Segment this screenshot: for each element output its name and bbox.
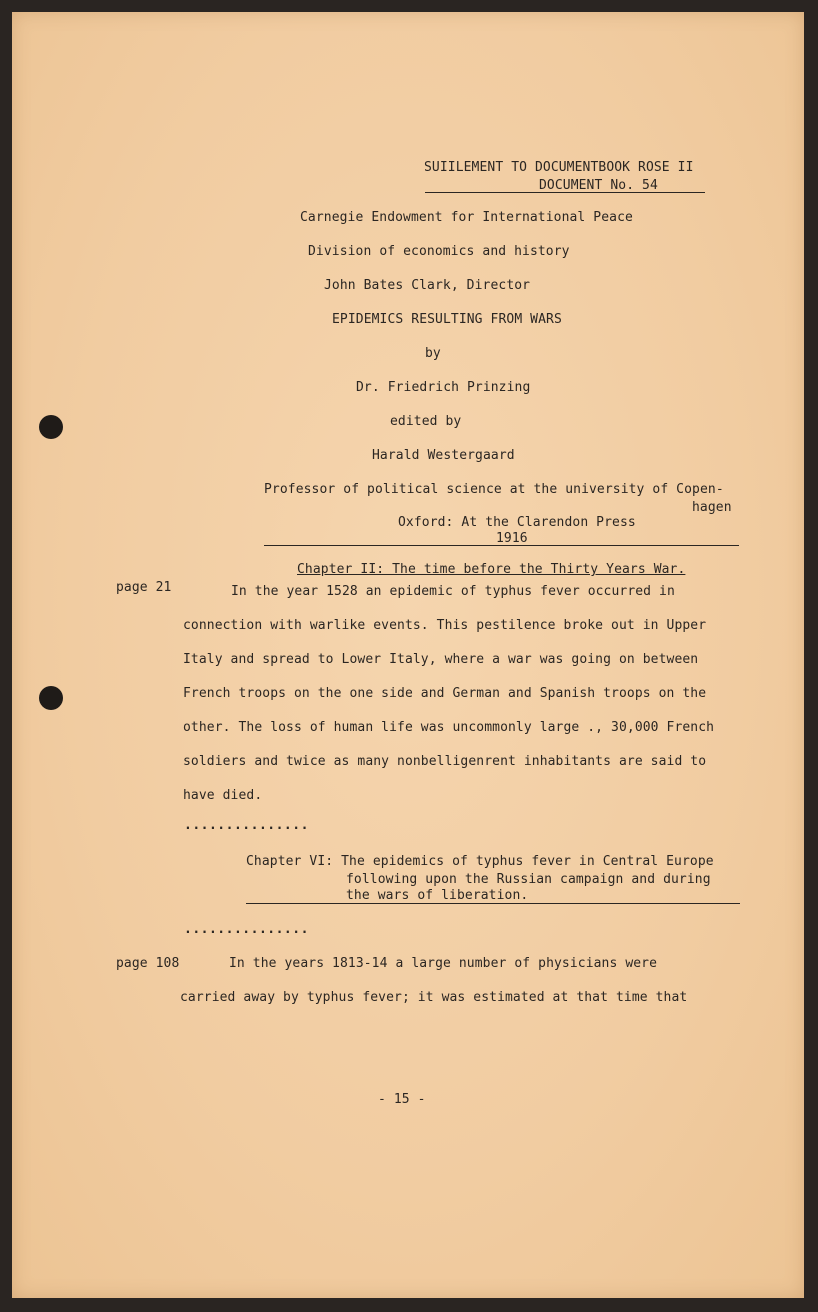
editor-line: Harald Westergaard xyxy=(372,448,515,463)
editor-title-line1: Professor of political science at the university of Copen- xyxy=(264,482,724,497)
year-line: 1916 xyxy=(496,531,528,546)
supplement-line: SUIILEMENT TO DOCUMENTBOOK ROSE II xyxy=(424,160,694,175)
chapter2-line: other. The loss of human life was uncommonly large ., 30,000 French xyxy=(183,720,715,735)
chapter2-line: Italy and spread to Lower Italy, where a war was going on between xyxy=(183,652,699,667)
separator-dots: ............... xyxy=(184,818,309,833)
page-ref-108: page 108 xyxy=(116,956,180,971)
punch-hole-bottom xyxy=(39,686,63,710)
chapter2-heading: Chapter II: The time before the Thirty Years War. xyxy=(297,562,686,577)
punch-hole-top xyxy=(39,415,63,439)
author-line: Dr. Friedrich Prinzing xyxy=(356,380,531,395)
director-line: John Bates Clark, Director xyxy=(324,278,531,293)
chapter6-heading-line3: the wars of liberation. xyxy=(346,888,529,903)
page-number: - 15 - xyxy=(378,1092,426,1107)
edited-by-line: edited by xyxy=(390,414,462,429)
document-number: DOCUMENT No. 54 xyxy=(539,178,658,193)
chapter6-underline xyxy=(246,903,740,904)
page-ref-21: page 21 xyxy=(116,580,172,595)
publisher-line: Carnegie Endowment for International Peace xyxy=(300,210,633,225)
chapter6-heading-line1: Chapter VI: The epidemics of typhus fever in Central Europe xyxy=(246,854,714,869)
by-line: by xyxy=(425,346,441,361)
chapter2-line: French troops on the one side and German and Spanish troops on the xyxy=(183,686,707,701)
separator-dots: ............... xyxy=(184,922,309,937)
chapter2-line: have died. xyxy=(183,788,263,803)
imprint-line: Oxford: At the Clarendon Press xyxy=(398,515,636,530)
header-underline xyxy=(425,192,705,193)
book-title: EPIDEMICS RESULTING FROM WARS xyxy=(332,312,562,327)
chapter2-line: connection with warlike events. This pestilence broke out in Upper xyxy=(183,618,707,633)
excerpt-line: carried away by typhus fever; it was estimated at that time that xyxy=(180,990,688,1005)
excerpt-line: In the years 1813-14 a large number of physicians were xyxy=(229,956,658,971)
chapter6-heading-line2: following upon the Russian campaign and during xyxy=(346,872,711,887)
document-page xyxy=(12,12,804,1298)
chapter2-line: In the year 1528 an epidemic of typhus fever occurred in xyxy=(231,584,675,599)
chapter2-line: soldiers and twice as many nonbelligenrent inhabitants are said to xyxy=(183,754,707,769)
citation-underline xyxy=(264,545,739,546)
division-line: Division of economics and history xyxy=(308,244,570,259)
editor-title-line2: hagen xyxy=(692,500,732,515)
